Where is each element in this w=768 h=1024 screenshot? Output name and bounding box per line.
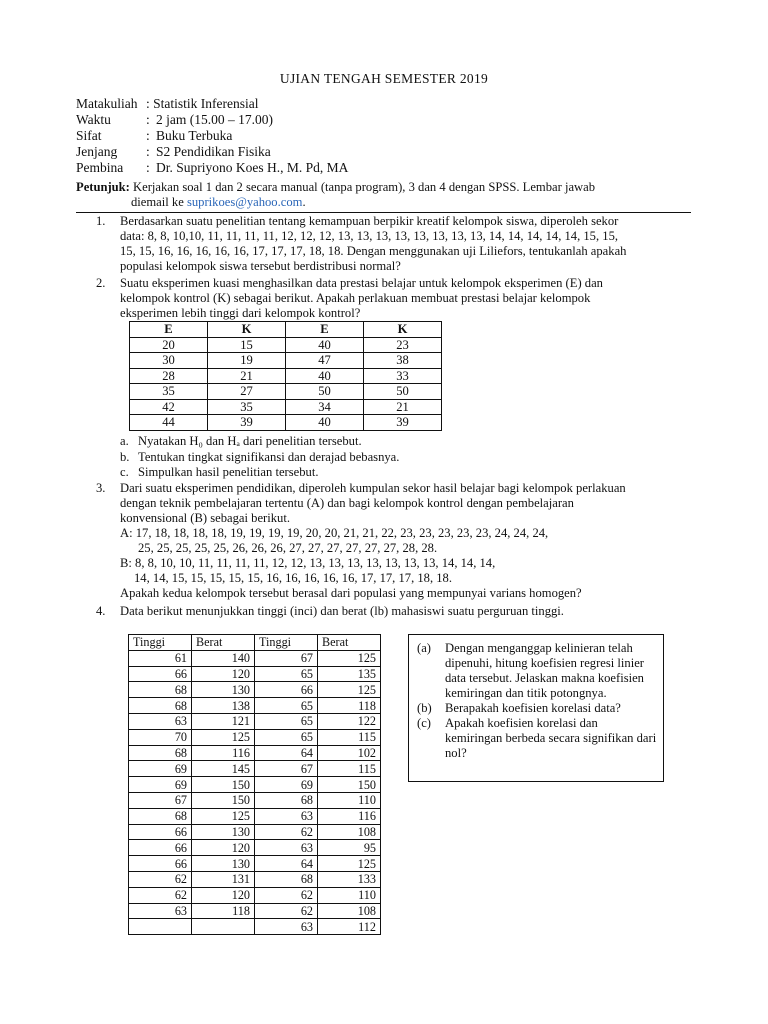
data-line-a: A: 17, 18, 18, 18, 18, 19, 19, 19, 19, 20, 20, 21, 21, 22, 23, 23, 23, 23, 23, 24, 24, 24,	[120, 526, 549, 540]
table-cell: 28	[130, 368, 208, 384]
table-cell: 95	[318, 840, 381, 856]
task-text: Berapakah koefisien korelasi data?	[445, 701, 621, 715]
table-cell: 27	[208, 384, 286, 400]
task-item	[417, 641, 657, 701]
table-cell: 133	[318, 871, 381, 887]
table-header: Tinggi	[129, 635, 192, 651]
table-cell: 108	[318, 903, 381, 919]
question-text	[120, 214, 695, 274]
table-cell: 120	[192, 666, 255, 682]
question-line: populasi kelompok siswa tersebut berdistribusi normal?	[120, 259, 401, 273]
table-cell: 68	[255, 792, 318, 808]
table-cell: 118	[192, 903, 255, 919]
meta-label: Sifat	[76, 128, 102, 143]
table-cell: 62	[255, 903, 318, 919]
table-row	[129, 666, 381, 682]
table-cell	[129, 919, 192, 935]
question-line: eksperimen lebih tinggi dari kelompok kontrol?	[120, 306, 361, 320]
table-row	[130, 368, 442, 384]
task-item	[417, 716, 657, 761]
table-cell: 21	[364, 399, 442, 415]
subquestion-text: Nyatakan H₀ dan Hₐ dari penelitian tersebut.	[138, 434, 362, 448]
table-cell: 40	[286, 415, 364, 431]
question-line: data: 8, 8, 10,10, 11, 11, 11, 11, 12, 12, 12, 13, 13, 13, 13, 13, 13, 13, 13, 14, 14, 14, 14, 14, 15, 15,	[120, 229, 619, 243]
task-text: Dengan menganggap kelinieran telah dipenuhi, hitung koefisien regresi linier data tersebut. Jelaskan makna koefisien kemiringan dan titik potongnya.	[445, 641, 645, 700]
table-cell: 19	[208, 353, 286, 369]
question-number: 1.	[96, 214, 106, 228]
table-cell: 150	[192, 777, 255, 793]
meta-value: Statistik Inferensial	[153, 96, 259, 111]
experiment-table	[129, 321, 442, 431]
instructions-label: Petunjuk:	[76, 180, 130, 194]
instructions-line-1	[76, 180, 696, 195]
table-row	[129, 871, 381, 887]
subquestion-mark: c.	[120, 465, 129, 479]
table-cell: 70	[129, 729, 192, 745]
question-line: Apakah kedua kelompok tersebut berasal dari populasi yang mempunyai varians homogen?	[120, 586, 582, 600]
table-cell: 65	[255, 698, 318, 714]
table-header: Tinggi	[255, 635, 318, 651]
question-4-tasks-box	[408, 634, 664, 782]
table-cell: 69	[129, 761, 192, 777]
table-cell: 68	[129, 682, 192, 698]
table-row	[129, 824, 381, 840]
question-line: Data berikut menunjukkan tinggi (inci) dan berat (lb) mahasiswi suatu perguruan tinggi.	[120, 604, 564, 618]
table-cell: 67	[255, 761, 318, 777]
subquestion-a	[120, 434, 362, 449]
table-row	[129, 856, 381, 872]
question-line: konvensional (B) sebagai berikut.	[120, 511, 290, 525]
table-cell: 116	[318, 808, 381, 824]
subquestion-mark: a.	[120, 434, 129, 448]
table-row	[129, 808, 381, 824]
question-line: Berdasarkan suatu penelitian tentang kemampuan berpikir kreatif kelompok siswa, diperoleh sekor	[120, 214, 619, 228]
data-line-b: B: 8, 8, 10, 10, 11, 11, 11, 11, 12, 12, 13, 13, 13, 13, 13, 13, 13, 14, 14, 14,	[120, 556, 496, 570]
table-cell: 108	[318, 824, 381, 840]
table-cell: 120	[192, 840, 255, 856]
table-cell: 110	[318, 887, 381, 903]
table-header: E	[286, 322, 364, 338]
table-cell: 122	[318, 713, 381, 729]
meta-value: Dr. Supriyono Koes H., M. Pd, MA	[156, 160, 349, 175]
table-cell: 65	[255, 713, 318, 729]
table-cell: 50	[364, 384, 442, 400]
table-row	[129, 745, 381, 761]
data-line-a-cont: 25, 25, 25, 25, 25, 26, 26, 26, 27, 27, 27, 27, 27, 27, 28, 28.	[138, 541, 438, 555]
table-cell: 40	[286, 368, 364, 384]
question-number: 3.	[96, 481, 106, 495]
meta-label: Waktu	[76, 112, 111, 127]
table-cell: 66	[129, 666, 192, 682]
table-row	[130, 399, 442, 415]
table-cell: 35	[208, 399, 286, 415]
meta-row	[76, 96, 696, 112]
table-cell: 131	[192, 871, 255, 887]
table-cell: 63	[255, 840, 318, 856]
table-row	[129, 903, 381, 919]
question-number: 2.	[96, 276, 106, 290]
table-cell: 116	[192, 745, 255, 761]
table-row	[129, 919, 381, 935]
question-line: dengan teknik pembelajaran tertentu (A) dan bagi kelompok kontrol dengan pembelajaran	[120, 496, 574, 510]
question-line: Dari suatu eksperimen pendidikan, diperoleh kumpulan sekor hasil belajar bagi kelompok perlakuan	[120, 481, 626, 495]
table-cell: 63	[129, 903, 192, 919]
table-cell: 120	[192, 887, 255, 903]
table-cell: 66	[129, 824, 192, 840]
instructions-text-2: diemail ke	[131, 195, 187, 209]
question-line: Suatu eksperimen kuasi menghasilkan data prestasi belajar untuk kelompok eksperimen (E) dan	[120, 276, 603, 290]
table-cell: 34	[286, 399, 364, 415]
table-cell: 68	[255, 871, 318, 887]
table-cell: 66	[255, 682, 318, 698]
table-cell: 150	[192, 792, 255, 808]
table-cell: 130	[192, 856, 255, 872]
email-link[interactable]: suprikoes@yahoo.com	[186, 195, 303, 209]
table-cell: 150	[318, 777, 381, 793]
table-cell: 125	[318, 682, 381, 698]
table-cell: 50	[286, 384, 364, 400]
question-text	[120, 276, 695, 321]
table-cell: 140	[192, 650, 255, 666]
table-cell: 145	[192, 761, 255, 777]
table-row	[130, 384, 442, 400]
table-cell: 68	[129, 808, 192, 824]
meta-colon: :	[146, 96, 154, 111]
table-cell: 115	[318, 729, 381, 745]
meta-colon: :	[146, 128, 150, 143]
table-header-row	[129, 635, 381, 651]
table-cell: 42	[130, 399, 208, 415]
task-mark: (b)	[417, 701, 432, 715]
table-cell: 62	[255, 824, 318, 840]
table-cell: 21	[208, 368, 286, 384]
table-cell: 68	[129, 745, 192, 761]
table-row	[129, 729, 381, 745]
table-cell: 62	[129, 871, 192, 887]
meta-value: Buku Terbuka	[156, 128, 233, 143]
table-row	[130, 415, 442, 431]
table-cell: 20	[130, 337, 208, 353]
meta-colon: :	[146, 112, 150, 127]
table-cell: 66	[129, 840, 192, 856]
table-cell: 35	[130, 384, 208, 400]
page-title: UJIAN TENGAH SEMESTER 2019	[279, 71, 489, 86]
table-cell: 63	[255, 919, 318, 935]
table-cell: 135	[318, 666, 381, 682]
table-cell: 39	[208, 415, 286, 431]
table-row	[129, 777, 381, 793]
meta-row	[76, 160, 696, 176]
meta-colon: :	[146, 160, 150, 175]
exam-meta	[76, 96, 696, 176]
table-cell: 102	[318, 745, 381, 761]
instructions-period: .	[302, 195, 306, 209]
question-text	[120, 481, 695, 601]
table-header: K	[364, 322, 442, 338]
meta-value: S2 Pendidikan Fisika	[156, 144, 271, 159]
table-cell: 67	[255, 650, 318, 666]
table-header: K	[208, 322, 286, 338]
meta-row	[76, 112, 696, 128]
table-row	[129, 682, 381, 698]
table-cell: 68	[129, 698, 192, 714]
table-cell: 39	[364, 415, 442, 431]
table-cell: 30	[130, 353, 208, 369]
meta-colon: :	[146, 144, 150, 159]
table-cell: 40	[286, 337, 364, 353]
subquestion-mark: b.	[120, 450, 130, 464]
table-header: E	[130, 322, 208, 338]
meta-row	[76, 128, 696, 144]
table-cell: 38	[364, 353, 442, 369]
table-cell: 23	[364, 337, 442, 353]
table-cell: 62	[255, 887, 318, 903]
instructions-text: Kerjakan soal 1 dan 2 secara manual (tanpa program), 3 dan 4 dengan SPSS. Lembar jawab	[133, 180, 596, 194]
table-row	[129, 698, 381, 714]
meta-label: Jenjang	[76, 144, 118, 159]
meta-label: Pembina	[76, 160, 124, 175]
height-weight-table	[128, 634, 381, 935]
table-row	[129, 650, 381, 666]
table-cell: 118	[318, 698, 381, 714]
table-row	[129, 792, 381, 808]
subquestion-text: Tentukan tingkat signifikansi dan derajad bebasnya.	[138, 450, 400, 464]
table-header-row	[130, 322, 442, 338]
task-mark: (c)	[417, 716, 431, 730]
subquestion-c	[120, 465, 318, 480]
table-cell: 138	[192, 698, 255, 714]
subquestion-b	[120, 450, 399, 465]
table-cell: 15	[208, 337, 286, 353]
table-cell: 65	[255, 666, 318, 682]
question-number: 4.	[96, 604, 106, 618]
data-line-b-cont: 14, 14, 15, 15, 15, 15, 15, 16, 16, 16, 16, 16, 17, 17, 17, 18, 18.	[134, 571, 452, 585]
question-line: kelompok kontrol (K) sebagai berikut. Apakah perlakuan membuat prestasi belajar kelompok	[120, 291, 591, 305]
meta-label: Matakuliah	[76, 96, 138, 111]
header-divider	[76, 212, 691, 213]
table-cell: 69	[129, 777, 192, 793]
table-cell: 63	[255, 808, 318, 824]
task-mark: (a)	[417, 641, 431, 655]
table-cell: 63	[129, 713, 192, 729]
table-cell: 115	[318, 761, 381, 777]
table-row	[129, 713, 381, 729]
table-header: Berat	[318, 635, 381, 651]
subquestion-text: Simpulkan hasil penelitian tersebut.	[138, 465, 319, 479]
table-cell: 65	[255, 729, 318, 745]
table-cell: 62	[129, 887, 192, 903]
table-cell: 112	[318, 919, 381, 935]
meta-value: 2 jam (15.00 – 17.00)	[156, 112, 273, 127]
table-cell: 69	[255, 777, 318, 793]
table-row	[130, 337, 442, 353]
table-cell: 64	[255, 745, 318, 761]
meta-row	[76, 144, 696, 160]
table-row	[129, 840, 381, 856]
table-cell: 67	[129, 792, 192, 808]
table-cell: 110	[318, 792, 381, 808]
table-cell: 61	[129, 650, 192, 666]
question-text	[120, 604, 695, 619]
table-cell: 44	[130, 415, 208, 431]
table-cell: 125	[192, 808, 255, 824]
table-cell: 125	[318, 650, 381, 666]
instructions-line-2	[76, 195, 696, 210]
table-cell: 125	[318, 856, 381, 872]
table-cell: 130	[192, 824, 255, 840]
question-line: 15, 15, 16, 16, 16, 16, 16, 17, 17, 17, 18, 18. Dengan menggunakan uji Liliefors, tentukanlah apakah	[120, 244, 627, 258]
table-cell: 125	[192, 729, 255, 745]
instructions	[76, 180, 696, 210]
table-header: Berat	[192, 635, 255, 651]
table-row	[129, 887, 381, 903]
table-cell: 64	[255, 856, 318, 872]
task-item	[417, 701, 657, 716]
table-cell: 47	[286, 353, 364, 369]
table-cell: 66	[129, 856, 192, 872]
task-text: Apakah koefisien korelasi dan kemiringan berbeda secara signifikan dari nol?	[445, 716, 657, 760]
table-cell: 130	[192, 682, 255, 698]
table-cell	[192, 919, 255, 935]
table-row	[130, 353, 442, 369]
table-cell: 33	[364, 368, 442, 384]
table-cell: 121	[192, 713, 255, 729]
table-row	[129, 761, 381, 777]
